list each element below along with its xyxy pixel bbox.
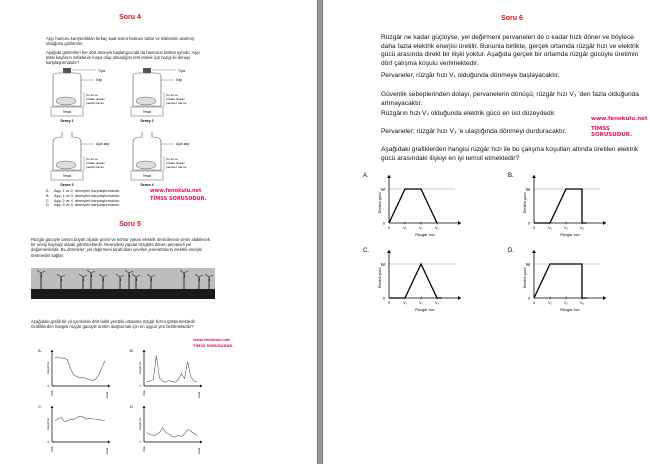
soru4-intro: Aşçı hamuru karıştırdıktan birkaç saat sonra hamuru tartar ve kütlesinin azalmış olduğunu gözlemler. [46, 36, 195, 47]
option-letter: C [46, 198, 49, 203]
x-axis-label: Rüzgâr hızı [560, 308, 580, 312]
soru6-paragraph: Pervaneler; rüzgâr hızı V₃ 'e ulaştığında dönmeyi durduracaktır. [381, 128, 567, 135]
watermark-url-2: www.fenokulu.net [193, 338, 230, 342]
power-curve-line [389, 264, 442, 298]
x-tick-label: V₁ [403, 301, 407, 305]
y-w-label: W [380, 262, 385, 267]
scale-label: Terazi [142, 110, 152, 114]
soru6-paragraph: Pervaneler, rüzgâr hızı V₁ olduğunda dönmeye başlayacaktır. [381, 72, 560, 79]
dough-label: mayalı hamur [86, 165, 105, 169]
y-zero-label: 0 [382, 295, 385, 301]
x-tick-label: V₃ [434, 301, 440, 305]
dough-icon [136, 161, 156, 169]
dough-icon [56, 161, 76, 169]
graph-letter: A. [38, 348, 42, 353]
container-label: Açık kap [96, 142, 110, 146]
y-zero-label: 0 [527, 220, 530, 226]
y-axis-label: Rüzgâr hızı [139, 417, 142, 430]
y-axis-label: Rüzgâr hızı [139, 361, 142, 374]
soru4-title: Soru 4 [119, 14, 141, 21]
y-w-label: W [525, 262, 530, 267]
scale-label: Terazi [62, 174, 72, 178]
y-w-label: W [525, 187, 530, 192]
x-tick-label: V₁ [403, 226, 407, 230]
y-zero-label: 0 [47, 385, 49, 388]
lid-label: Tıpa [178, 69, 186, 73]
x-arrow-icon [603, 221, 606, 225]
x-tick-label: V₁ [548, 226, 552, 230]
stopper-icon [63, 68, 71, 73]
x-tick-label: V₂ [418, 301, 424, 305]
experiment-3 [51, 132, 109, 186]
experiment-label: Deney 2 [140, 119, 154, 123]
x-arrow-icon [458, 296, 461, 300]
x-tick-label: 0 [532, 226, 536, 230]
y-zero-label: 0 [382, 220, 385, 226]
watermark-label-2: TİMSS SORUSUDUR. [193, 344, 234, 348]
x-tick-label: 0 [387, 226, 391, 230]
experiment-label: Deney 4 [140, 183, 154, 186]
x-start-label: Ocak [51, 390, 54, 396]
power-curve-line [534, 264, 587, 298]
soru6-graph-b [508, 173, 606, 237]
y-w-label: W [380, 187, 385, 192]
soru5-graph-c [38, 404, 110, 454]
option-letter: B [46, 193, 49, 198]
option-letter: A [46, 189, 49, 193]
watermark-label-3: TİMSS SORUSUDUR. [591, 126, 633, 138]
graph-letter: B. [130, 348, 134, 353]
y-axis-label: Elektrik gücü [378, 192, 382, 213]
experiment-label: Deney 1 [60, 119, 74, 123]
x-tick-label: V₂ [563, 301, 569, 305]
experiments-diagram [36, 66, 206, 186]
x-tick-label: V₁ [548, 301, 552, 305]
y-axis-label: Rüzgâr hızı [47, 417, 50, 430]
dough-label: tuzdan oluşan [86, 97, 105, 101]
x-end-label: Aralık [106, 391, 109, 398]
x-tick-label: 0 [387, 301, 391, 305]
option-text: Aşçı 3 ve 4. deneyleri karşılaştırmalıdır. [54, 203, 121, 208]
x-end-label: Aralık [198, 391, 201, 398]
x-start-label: Ocak [143, 446, 146, 452]
dough-label: mayalı hamur [86, 101, 105, 105]
right-page [323, 0, 650, 464]
soru6-graph-c [363, 248, 461, 312]
y-arrow-icon [143, 406, 146, 408]
experiment-4 [131, 132, 189, 186]
x-axis-label: Rüzgâr hızı [415, 308, 435, 312]
container-label: Kap [96, 78, 103, 82]
x-tick-label: V₂ [563, 226, 569, 230]
experiment-label: Deney 3 [60, 183, 74, 186]
soru6-graphs [363, 168, 650, 318]
graph-letter: C. [363, 248, 369, 254]
dough-label: mayasız hamur [166, 101, 187, 105]
lid-label: Tıpa [98, 69, 106, 73]
scale-label: Terazi [62, 110, 72, 114]
y-arrow-icon [387, 175, 391, 178]
x-start-label: Ocak [51, 446, 54, 452]
dough-label: Un,su ve [166, 93, 178, 97]
soru5-graph-d [130, 404, 202, 454]
soru5-title: Soru 5 [119, 221, 141, 228]
y-arrow-icon [532, 250, 536, 253]
x-arrow-icon [200, 441, 202, 444]
experiment-2 [131, 68, 187, 123]
experiment-1 [51, 68, 105, 123]
power-curve-line [389, 189, 437, 223]
x-tick-label: V₃ [579, 226, 585, 230]
photo-ground [31, 289, 215, 299]
y-axis-label: Elektrik gücü [523, 267, 527, 288]
container-label: Açık kap [176, 142, 190, 146]
stopper-icon [143, 68, 151, 73]
x-arrow-icon [458, 221, 461, 225]
y-axis-label: Rüzgâr hızı [47, 361, 50, 374]
dough-label: tuzdan oluşan [166, 161, 185, 165]
left-page [0, 0, 317, 464]
graph-letter: C. [38, 404, 42, 409]
x-end-label: Aralık [106, 447, 109, 454]
dough-label: tuzdan oluşan [86, 161, 105, 165]
wind-speed-line [147, 356, 197, 383]
x-start-label: Ocak [143, 390, 146, 396]
wind-speed-line [55, 416, 105, 421]
soru5-graph-a [38, 348, 110, 398]
soru5-graphs [30, 340, 210, 464]
soru5-intro: Rüzgâr gücüyle üretim büyük ölçüde petrol ve kömür yakan elektrik üreticilerinin yerini alabilecek bir enerji kaynağı olarak görülmektedir. Resimdeki yapılar rüzgârla dönen pervaneli yel değirmenleridir. Bu dönmeler; yel değirmeni tarafından çevrilen jeneratörlerin elektrik enerjisi üretmesini sağlar. [31, 237, 210, 258]
y-zero-label: 0 [527, 295, 530, 301]
soru6-paragraph: Rüzgârın hızı V₂ olduğunda elektrik gücü en üst düzeydedir. [381, 110, 556, 117]
y-arrow-icon [51, 350, 54, 352]
x-tick-label: V₃ [434, 226, 440, 230]
wind-speed-line [55, 357, 105, 380]
dough-icon [136, 97, 156, 105]
soru6-paragraph: Güvenlik sebeplerinden dolayı, pervanelerin dönüşü; rüzgâr hızı V₃ 'den fazla olduğunda artmayacaktır. [381, 91, 639, 107]
option-d[interactable] [46, 203, 136, 208]
soru6-graph-d [508, 248, 606, 312]
soru6-graph-a [363, 173, 461, 237]
soru5-graph-b [130, 348, 202, 398]
dough-label: mayasız hamur [166, 165, 187, 169]
y-zero-label: 0 [47, 441, 49, 444]
graph-letter: B. [508, 173, 514, 179]
wind-farm-photo [31, 268, 215, 299]
option-text: Aşçı 1 ve 3. deneyleri karşılaştırmalıdır. [54, 193, 121, 198]
dough-icon [56, 97, 76, 105]
option-letter: D [46, 203, 49, 208]
dough-label: Un,su ve [166, 157, 178, 161]
wind-speed-line [147, 427, 197, 437]
x-arrow-icon [108, 441, 110, 444]
watermark-label: TİMSS SORUSUDUR. [150, 196, 207, 202]
y-axis-label: Elektrik gücü [378, 267, 382, 288]
x-arrow-icon [108, 385, 110, 388]
option-text: Aşçı 2 ve 4. deneyleri karşılaştırmalıdır. [54, 198, 121, 203]
y-arrow-icon [387, 250, 391, 253]
option-text: Aşçı 1 ve 2. deneyleri karşılaştırmalıdır. [54, 189, 121, 193]
container-label: Kap [176, 78, 183, 82]
x-end-label: Aralık [198, 447, 201, 454]
dough-label: tuzdan oluşan [166, 97, 185, 101]
x-tick-label: V₂ [418, 226, 424, 230]
x-axis-label: Rüzgâr hızı [560, 233, 580, 237]
y-arrow-icon [532, 175, 536, 178]
y-arrow-icon [143, 350, 146, 352]
scale-label: Terazi [142, 174, 152, 178]
dough-label: Un,su ve [86, 157, 98, 161]
x-tick-label: 0 [532, 301, 536, 305]
watermark-url: www.fenokulu.net [150, 188, 202, 194]
watermark-url-3: www.fenokulu.net [591, 116, 648, 122]
x-axis-label: Rüzgâr hızı [415, 233, 435, 237]
soru6-paragraph: Rüzgâr ne kadar güçlüyse, yel değirmeni pervaneleri de o kadar hızlı döner ve böylece daha fazla elektrik enerjisi üretilir. Bununla birlikte, gerçek ortamda rüzgâr hızı ve elektrik gücü arasında direkt bir ilişki yoktur. Aşağıda gerçek bir ortamda rüzgâr gücüyle üretimin dört çalışma koşulu verilmektedir. [381, 34, 640, 67]
x-tick-label: V₃ [579, 301, 585, 305]
y-arrow-icon [51, 406, 54, 408]
graph-letter: A. [363, 173, 369, 179]
soru4-question: Aşağıda gösterilen her dört deneyin başlangıcında da hamurun kütlesi aynıdır. Aşçı kütle kaybının sebebinin maya olup olmadığını test etmek için hangi iki deneyi karşılaştırmalıdır? [46, 50, 200, 66]
soru6-paragraph: Aşağıdaki grafiklerden hangisi rüzgâr hızı ile bu çalışma koşulları altında üretilen elektrik gücü arasındaki ilişkiyi en iyi temsil etmektedir? [381, 146, 639, 162]
soru6-title: Soru 6 [501, 15, 523, 22]
x-arrow-icon [200, 385, 202, 388]
soru4-options [46, 189, 136, 208]
graph-letter: D. [508, 248, 514, 254]
soru5-question: Aşağıdaki grafik bir yıl içerisinde dört farklı yerdeki ortalama rüzgâr hızını göstermektedir. Grafiklerden hangisi rüzgâr gücüyle üretim oluşturmak için en uygun yeri belirtmektedir? [31, 319, 196, 330]
dough-label: Un,su ve [86, 93, 98, 97]
x-arrow-icon [603, 296, 606, 300]
y-axis-label: Elektrik gücü [523, 192, 527, 213]
y-zero-label: 0 [139, 441, 141, 444]
power-curve-line [534, 189, 587, 223]
graph-letter: D. [130, 404, 134, 409]
y-zero-label: 0 [139, 385, 141, 388]
